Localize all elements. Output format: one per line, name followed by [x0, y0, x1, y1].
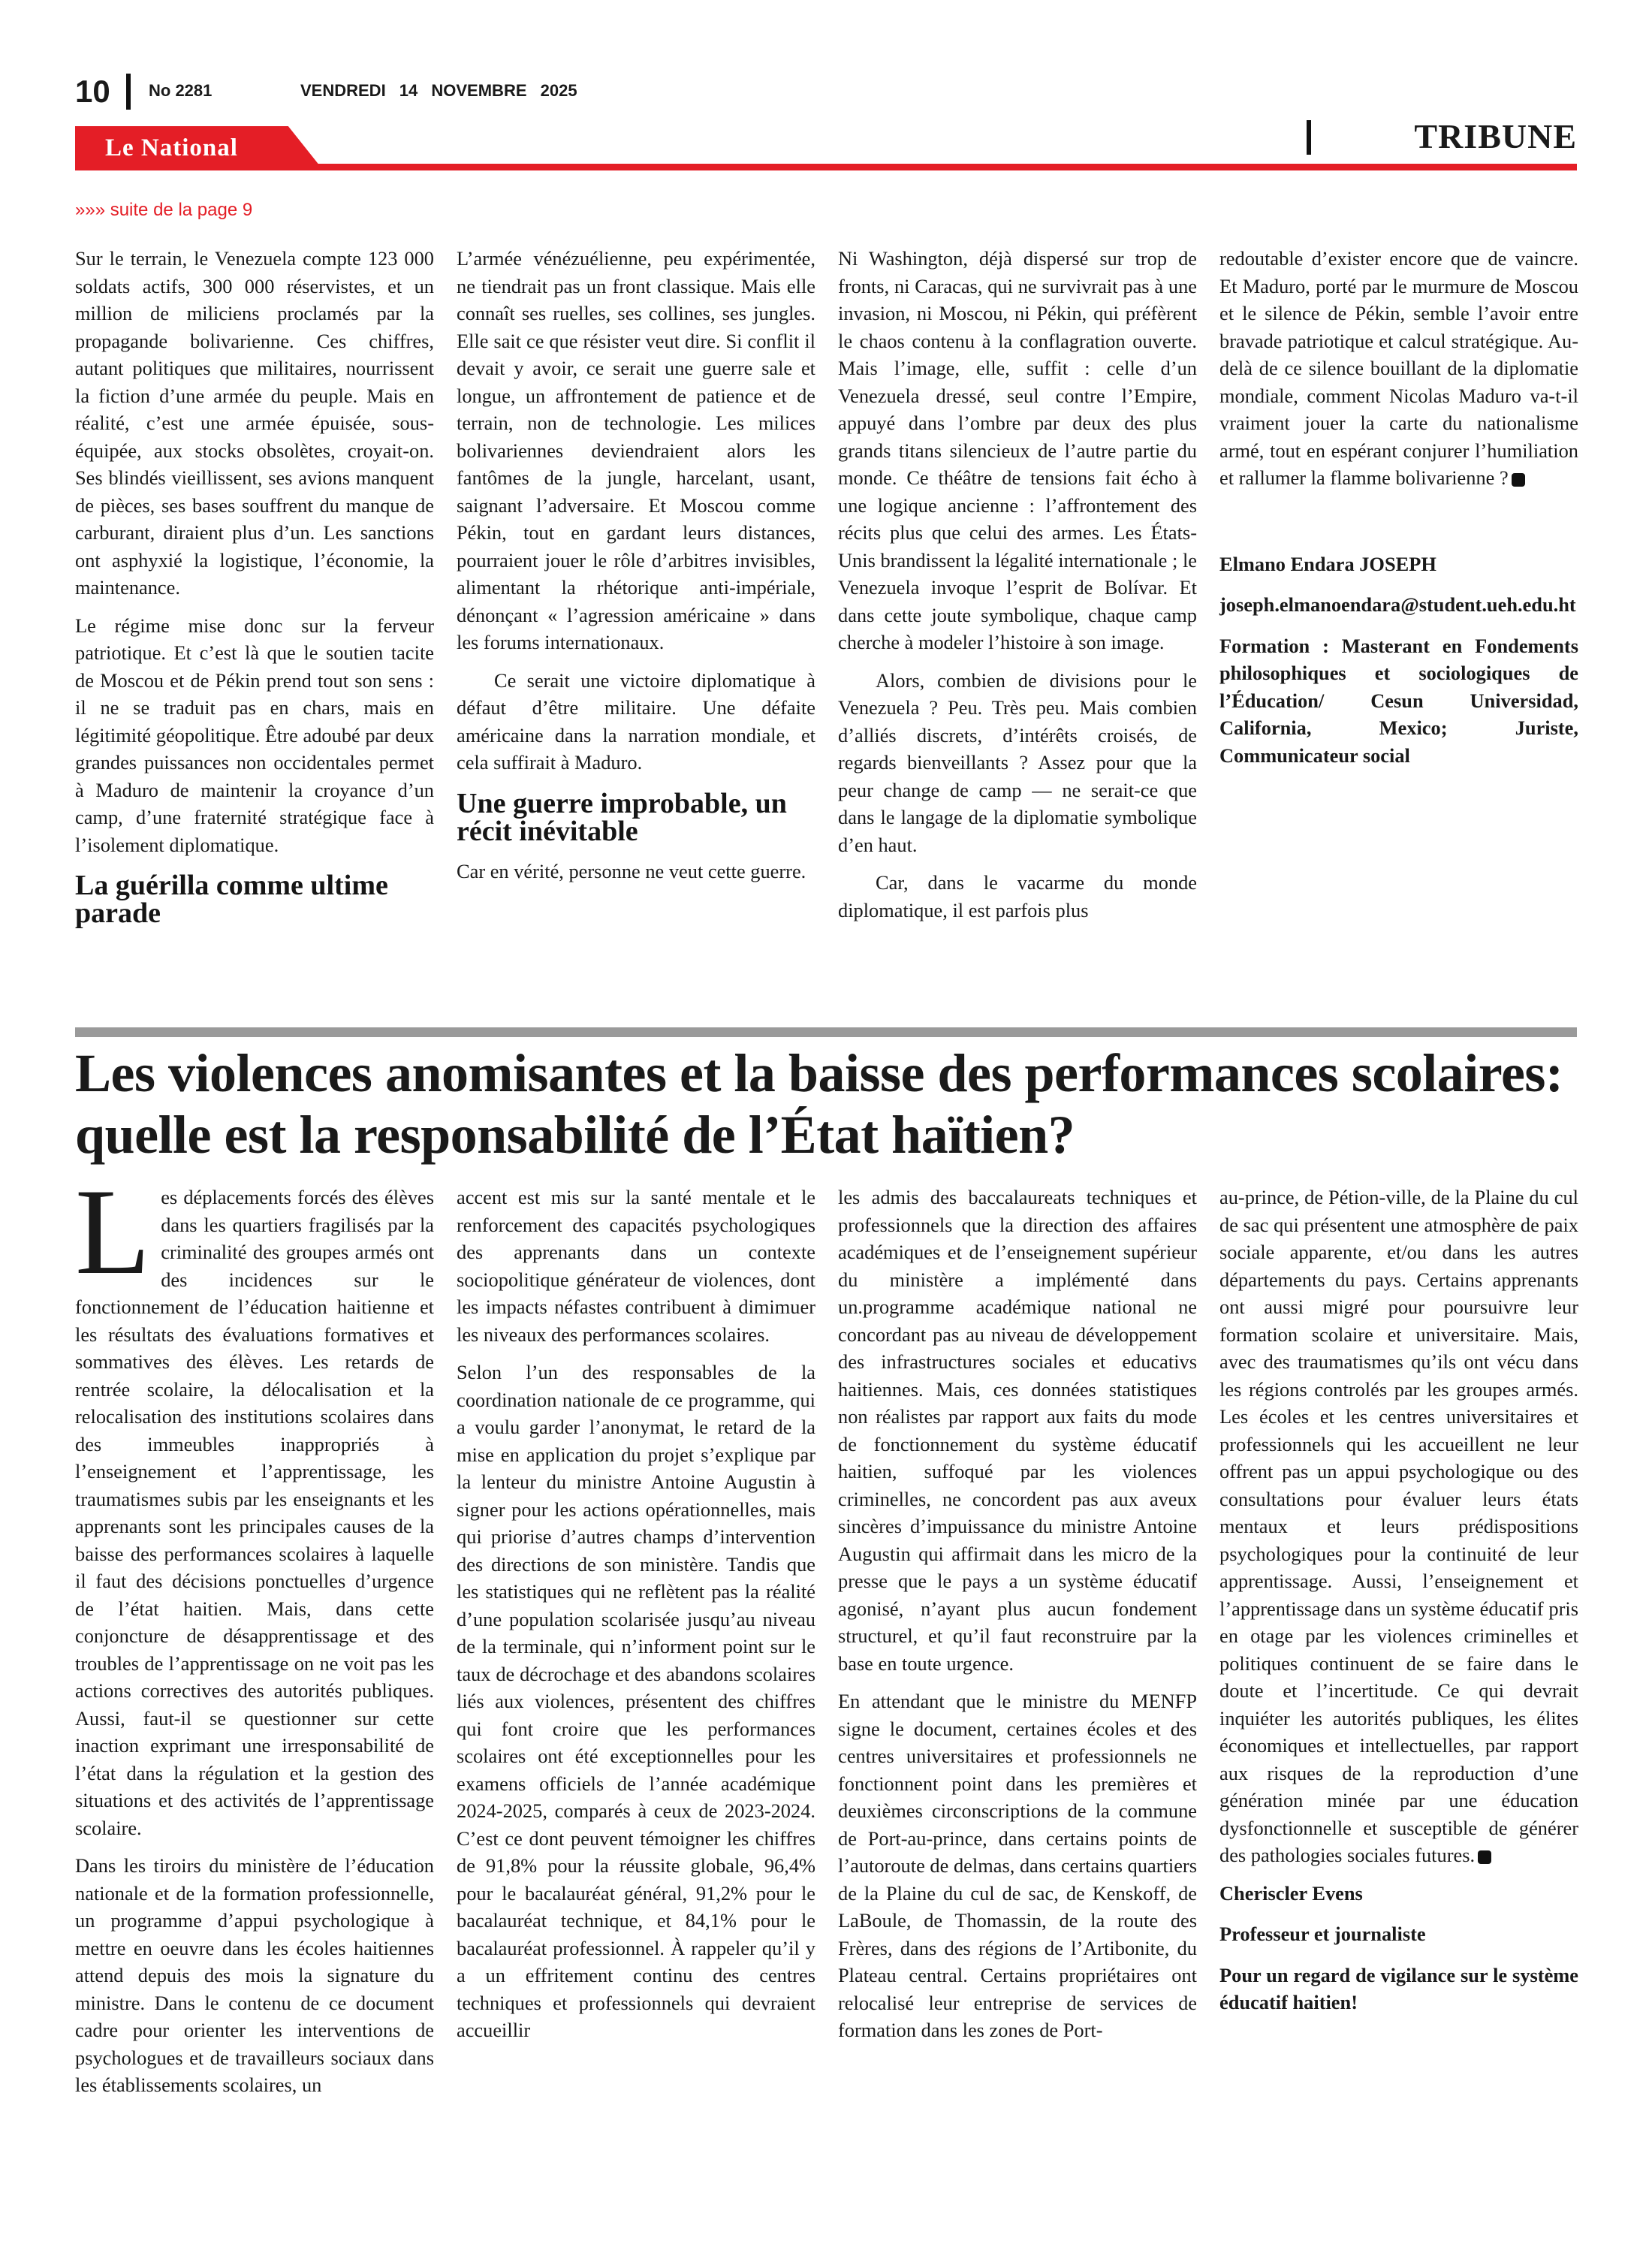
article-column-1 [75, 1164, 434, 2235]
issue-date: VENDREDI 14 NOVEMBRE 2025 [300, 81, 577, 100]
masthead-divider [126, 74, 131, 110]
paragraph [1219, 245, 1578, 492]
section-label: TRIBUNE [1414, 117, 1577, 155]
paragraph: Le régime mise donc sur la ferveur patriotique. Et c’est là que le soutien tacite de Moscou et de Pékin prend tout son sens : il ne se traduit pas en chars, mais en légitimité géopolitique. Être adoubé par deux grandes puissances non occidentales permet à Maduro de maintenir la croyance d’un camp, d’une fraternité stratégique face à l’isolement diplomatique. [75, 614, 434, 856]
article-column-4 [1219, 1184, 1578, 2235]
end-mark-icon [1512, 473, 1525, 487]
paragraph: En attendant que le ministre du MENFP signe le document, certaines écoles et des centres universitaires et professionnels ne fonctionnent point dans les premières et deuxièmes circonscriptions de la commune de Port-au-prince, dans certains points de l’autoroute de delmas, dans certains quartiers de la Plaine du cul de sac, de Kenskoff, de LaBoule, de Thomassin, de la route des Frères, dans des régions de l’Artibonite, du Plateau central. Certains propriétaires ont relocalisé leur entreprise de services de formation dans les zones de Port- [838, 1690, 1197, 2041]
paragraph: Car en vérité, personne ne veut cette guerre. [457, 859, 806, 882]
author-email: joseph.elmanoendara@student.ueh.edu.ht [1219, 593, 1576, 616]
header-red-rule [75, 164, 1577, 170]
author-tagline: Pour un regard de vigilance sur le système éducatif haitien! [1219, 1963, 1578, 2013]
author-name: Cheriscler Evens [1219, 1881, 1363, 1905]
article-separator [75, 1027, 1577, 1037]
end-mark-icon [1478, 1850, 1491, 1864]
paragraph: Ce serait une victoire diplomatique à défaut d’être militaire. Une défaite américaine dans la narration mondiale, et cela suffirait à Maduro. [457, 668, 815, 774]
author-role: Professeur et journaliste [1219, 1923, 1426, 1945]
article-column-1 [75, 245, 434, 1003]
paragraph: Sur le terrain, le Venezuela compte 123 000 soldats actifs, 300 000 réservistes, et un million de miliciens proclamés par la propagande bolivarienne. Ces chiffres, autant politiques que militaires, nourrissent la fiction d’une armée du peuple. Mais en réalité, c’est une armée épuisée, sous-équipée, aux stocks obsolètes, croyait-on. Ses blindés vieillissent, ses avions manquent de pièces, ses bases souffrent du manque de carburant, diraient plus d’un. Les sanctions ont asphyxié la logistique, l’économie, la maintenance. [75, 247, 434, 599]
paragraph [1219, 1184, 1578, 1869]
continued-from: »»» suite de la page 9 [75, 200, 253, 220]
paragraph-text: es déplacements forcés des élèves dans les quartiers fragilisés par la criminalité des groupes armés ont des incidences sur le fonctionnement de l’éducation haitienne et les résultats des évaluations formatives et sommatives des élèves. Les retards de rentrée scolaire, la délocalisation et la relocalisation des institutions scolaires dans des immeubles inappropriés à l’enseignement et l’apprentissage, les traumatismes subis par les enseignants et les apprenants sont les principales causes de la baisse des performances scolaires à laquelle il faut des décisions ponctuelles d’urgence de l’état haitien. Mais, dans cette conjoncture de désapprentissage et des troubles de l’apprentissage on ne voit pas les actions correctives des autorités publiques. Aussi, faut-il se questionner sur cette inaction exprimant une irresponsabilité de l’état dans la régulation et la gestion des situations et des activités de l’apprentissage scolaire. [75, 1186, 434, 1839]
paragraph: Dans les tiroirs du ministère de l’éducation nationale et de la formation professionnelle, un programme d’appui psychologique à mettre en oeuvre dans les écoles haitiennes attend depuis des mois la signature du ministre. Dans le contenu de ce document cadre pour orienter les interventions de psychologues et de travailleurs sociaux dans les établissements scolaires, un [75, 1854, 434, 2096]
paragraph: Selon l’un des responsables de la coordination nationale de ce programme, qui a voulu garder l’anonymat, le retard de la mise en application du projet s’explique par la lenteur du ministre Antoine Augustin à signer pour les actions opérationnelles, mais qui priorise d’autres champs d’intervention des directions de son ministère. Tandis que les statistiques qui ne reflètent pas la réalité d’une population scolarisée jusqu’au niveau de la terminale, qui n’informent point sur le taux de décrochage et des abandons scolaires liés aux violences, présentent des chiffres qui font croire que les performances scolaires ont été exceptionnelles pour les examens officiels de l’année académique 2024-2025, comparés à ceux de 2023-2024. C’est ce dont peuvent témoigner les chiffres de 91,8% pour la réussite globale, 96,4% pour le bacalauréat général, 91,2% pour le bacalauréat technique, et 84,1% pour le bacalauréat professionnel. À rappeler qu’il y a un effritement continu des centres techniques et professionnels qui devraient accueillir [457, 1361, 815, 2041]
article-column-3 [838, 245, 1197, 1003]
publication-name: Le National [105, 134, 238, 161]
article-column-3 [838, 1184, 1197, 2235]
article-column-2 [457, 1184, 815, 2235]
paragraph-text: redoutable d’exister encore que de vaincre. Et Maduro, porté par le murmure de Moscou et le silence de Pékin, semble l’avoir entre bravade patriotique et calcul stratégique. Au-delà de ce silence bouillant de la diplomatie mondiale, comment Nicolas Maduro va-t-il vraiment jouer la carte du nationalisme armé, tout en espérant conjurer l’humiliation et rallumer la flamme bolivarienne ? [1219, 247, 1578, 489]
author-bio: Formation : Masterant en Fondements philosophiques et sociologiques de l’Éducation/ Cesun Universidad, California, Mexico; Juriste, Communicateur social [1219, 634, 1578, 767]
byline [1219, 550, 1578, 770]
issue-number: No 2281 [149, 81, 213, 100]
section-divider [1307, 120, 1311, 155]
paragraph [75, 1164, 434, 1841]
subheading: Une guerre improbable, un récit inévitable [457, 787, 787, 847]
page-number: 10 [75, 74, 110, 109]
paragraph: Car, dans le vacarme du monde diplomatique, il est parfois plus [838, 871, 1197, 921]
subheading: La guérilla comme ultime parade [75, 870, 388, 929]
author-name: Elmano Endara JOSEPH [1219, 552, 1436, 575]
paragraph: L’armée vénézuélienne, peu expérimentée, ne tiendrait pas un front classique. Mais elle connaît ses ruelles, ses collines, ses jungles. Elle sait ce que résister veut dire. Si conflit il devait y avoir, ce serait une guerre sale et longue, un affrontement de patience et de terrain, non de technologie. Les milices bolivariennes deviendraient alors les fantômes de la jungle, harcelant, usant, saignant l’adversaire. Et Moscou comme Pékin, tout en gardant leurs distances, pourraient jouer le rôle d’arbitres invisibles, alimentant la rhétorique anti-impériale, dénonçant « l’agression américaine » dans les forums internationaux. [457, 247, 815, 653]
article-headline: Les violences anomisantes et la baisse des performances scolaires: quelle est la responsabilité de l’État haïtien? [75, 1043, 1563, 1165]
article-education [75, 1164, 1578, 2235]
article-venezuela [75, 245, 1578, 1003]
paragraph: accent est mis sur la santé mentale et le renforcement des capacités psychologiques des apprenants dans un contexte sociopolitique générateur de violences, dont les impacts néfastes contribuent à dimimuer les niveaux des performances scolaires. [457, 1186, 815, 1346]
paragraph: les admis des baccalaureats techniques et professionnels que la direction des affaires académiques et de l’enseignement supérieur du ministère a implémenté dans un.programme académique national ne concordant pas au niveau de développement des infrastructures sociales et educativs haitiennes. Mais, ces données statistiques non réalistes par rapport aux faits du mode de fonctionnement du système éducatif haitien, suffoqué par les violences criminelles, ne concordent pas aux aveux sincères d’impuissance du ministre Antoine Augustin qui affirmait dans les micro de la presse que le pays a un système éducatif agonisé, n’ayant plus aucun fondement structurel, et qu’il faut reconstruire par la base en toute urgence. [838, 1186, 1197, 1675]
paragraph-text: au-prince, de Pétion-ville, de la Plaine du cul de sac qui présentent une atmosphère de paix sociale apparente, et/ou dans les autres départements du pays. Certains apprenants ont aussi migré pour poursuivre leur formation scolaire et universitaire. Mais, avec des traumatismes qu’ils ont vécu dans les régions controlés par les groupes armés. Les écoles et les centres universitaires et professionnels qui les accueillent ne leur offrent pas un appui psychologique ou des consultations pour évaluer leurs états mentaux et leurs prédispositions psychologiques pour la continuité de leur apprentissage. Aussi, l’enseignement et l’apprentissage dans un système éducatif pris en otage par les violences criminelles et politiques continuent de se faire dans le doute et l’incertitude. Ce qui devrait inquiéter les autorités publiques, les élites économiques et intellectuelles, par rapport aux risques de la reproduction d’une génération minée par une éducation dysfonctionnelle et susceptible de générer des pathologies sociales futures. [1219, 1186, 1578, 1866]
article-column-2 [457, 245, 815, 1003]
byline [1219, 1880, 1578, 2016]
paragraph: Ni Washington, déjà dispersé sur trop de fronts, ni Caracas, qui ne survivrait pas à une invasion, ni Moscou, ni Pékin, qui préfèrent le chaos contenu à la conflagration ouverte. Mais l’image, elle, suffit : celle d’un Venezuela dressé, seul contre l’Empire, appuyé dans l’ombre par deux des plus grands titans silencieux de l’autre partie du monde. Ce théâtre de tensions fait écho à une logique ancienne : l’affrontement des récits plus que celui des armes. Les États-Unis brandissent la légalité internationale ; le Venezuela invoque l’esprit de Bolívar. Et dans cette joute symbolique, chaque camp cherche à modeler l’histoire à son image. [838, 247, 1197, 653]
paragraph: Alors, combien de divisions pour le Venezuela ? Peu. Très peu. Mais combien d’alliés discrets, d’intérêts croisés, de regards bienveillants ? Assez pour que la peur change de camp — ne serait-ce que dans le langage de la diplomatie symbolique d’en haut. [838, 668, 1197, 856]
article-column-4 [1219, 245, 1578, 1003]
drop-cap: L [75, 1164, 151, 1300]
masthead [75, 69, 1577, 114]
